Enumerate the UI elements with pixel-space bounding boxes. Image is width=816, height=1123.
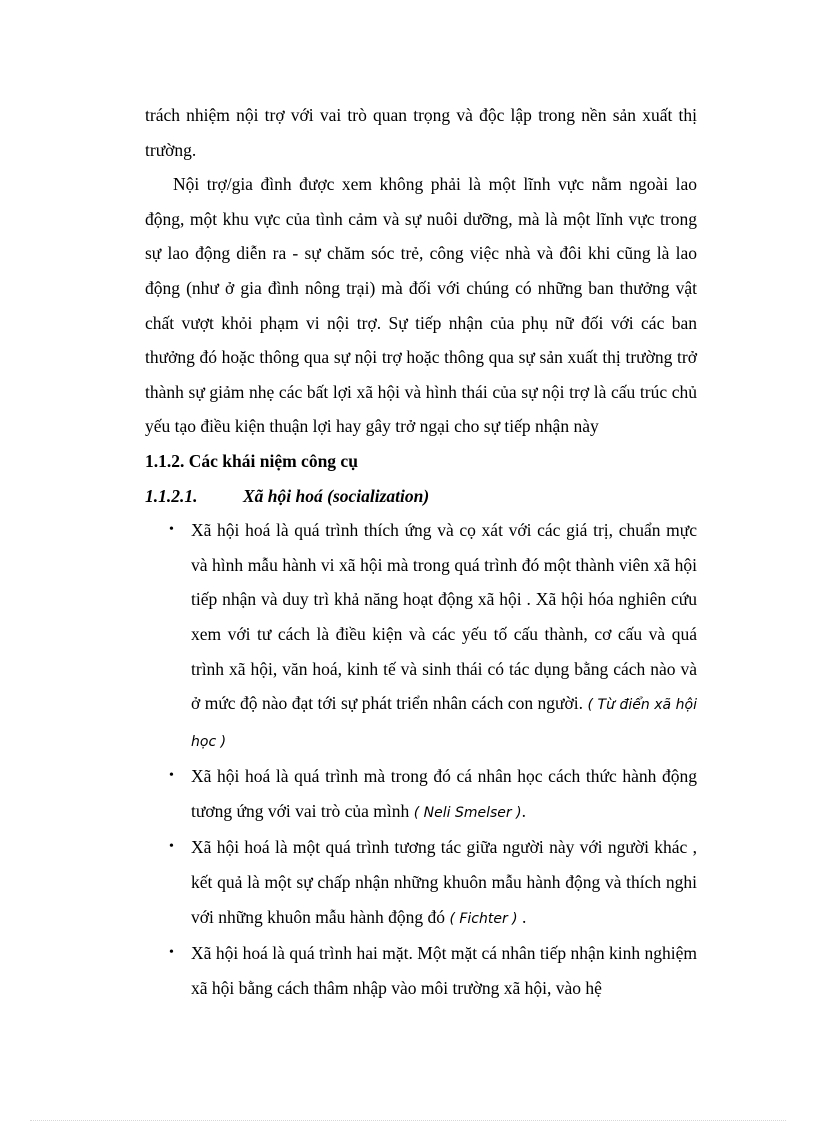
bullet-icon: • — [169, 945, 174, 961]
subsection-title: Xã hội hoá (socialization) — [243, 485, 430, 506]
definition-list — [145, 513, 697, 1007]
list-item — [145, 759, 697, 830]
page-bottom-border — [30, 1120, 786, 1121]
paragraph-continued: trách nhiệm nội trợ với vai trò quan trọng và độc lập trong nền sản xuất thị trường. — [145, 105, 697, 160]
definition-tail: . — [521, 800, 526, 821]
bullet-icon: • — [169, 522, 174, 538]
subsection-number: 1.1.2.1. — [145, 485, 198, 506]
subsection-heading-1-1-2-1 — [145, 479, 697, 514]
paragraph-household-labor: Nội trợ/gia đình được xem không phải là một lĩnh vực nằm ngoài lao động, một khu vực của tình cảm và sự nuôi dưỡng, mà là một lĩnh vực trong sự lao động diễn ra - sự chăm sóc trẻ, công việc nhà và đôi khi cũng là lao động (như ở gia đình nông trại) mà đối với chúng có những ban thưởng vật chất vượt khỏi phạm vi nội trợ. Sự tiếp nhận của phụ nữ đối với các ban thưởng đó hoặc thông qua sự nội trợ hoặc thông qua sự sản xuất thị trường trở thành sự giảm nhẹ các bất lợi xã hội và hình thái của sự nội trợ là cấu trúc chủ yếu tạo điều kiện thuận lợi hay gây trở ngại cho sự tiếp nhận này — [145, 174, 697, 437]
definition-tail: . — [517, 906, 527, 927]
list-item — [145, 936, 697, 1007]
list-item — [145, 513, 697, 759]
citation: ( Fichter ) — [445, 910, 518, 927]
definition-text: Xã hội hoá là quá trình thích ứng và cọ xát với các giá trị, chuẩn mực và hình mẫu hành vi xã hội mà trong quá trình đó một thành viên xã hội tiếp nhận và duy trì khả năng hoạt động xã hội . Xã hội hóa nghiên cứu xem với tư cách là điều kiện và các yếu tố cấu thành, cơ cấu và quá trình xã hội, văn hoá, kinh tế và sinh thái có tác dụng bằng cách nào và ở mức độ nào đạt tới sự phát triển nhân cách con người. — [191, 520, 697, 714]
citation: ( Neli Smelser ) — [409, 804, 522, 821]
bullet-icon: • — [169, 768, 174, 784]
definition-text: Xã hội hoá là quá trình hai mặt. Một mặt cá nhân tiếp nhận kinh nghiệm xã hội bằng cách thâm nhập vào môi trường xã hội, vào hệ — [191, 943, 697, 998]
section-heading-1-1-2: 1.1.2. Các khái niệm công cụ — [145, 450, 358, 471]
document-page — [145, 98, 697, 1007]
definition-text: Xã hội hoá là quá trình mà trong đó cá nhân học cách thức hành động tương ứng với vai trò của mình — [191, 766, 697, 821]
bullet-icon: • — [169, 839, 174, 855]
list-item — [145, 830, 697, 936]
definition-text: Xã hội hoá là một quá trình tương tác giữa người này với người khác , kết quả là một sự chấp nhận những khuôn mẫu hành động và thích nghi với những khuôn mẫu hành động đó — [191, 837, 697, 927]
citation: ( Từ điển xã hội học ) — [191, 697, 697, 750]
